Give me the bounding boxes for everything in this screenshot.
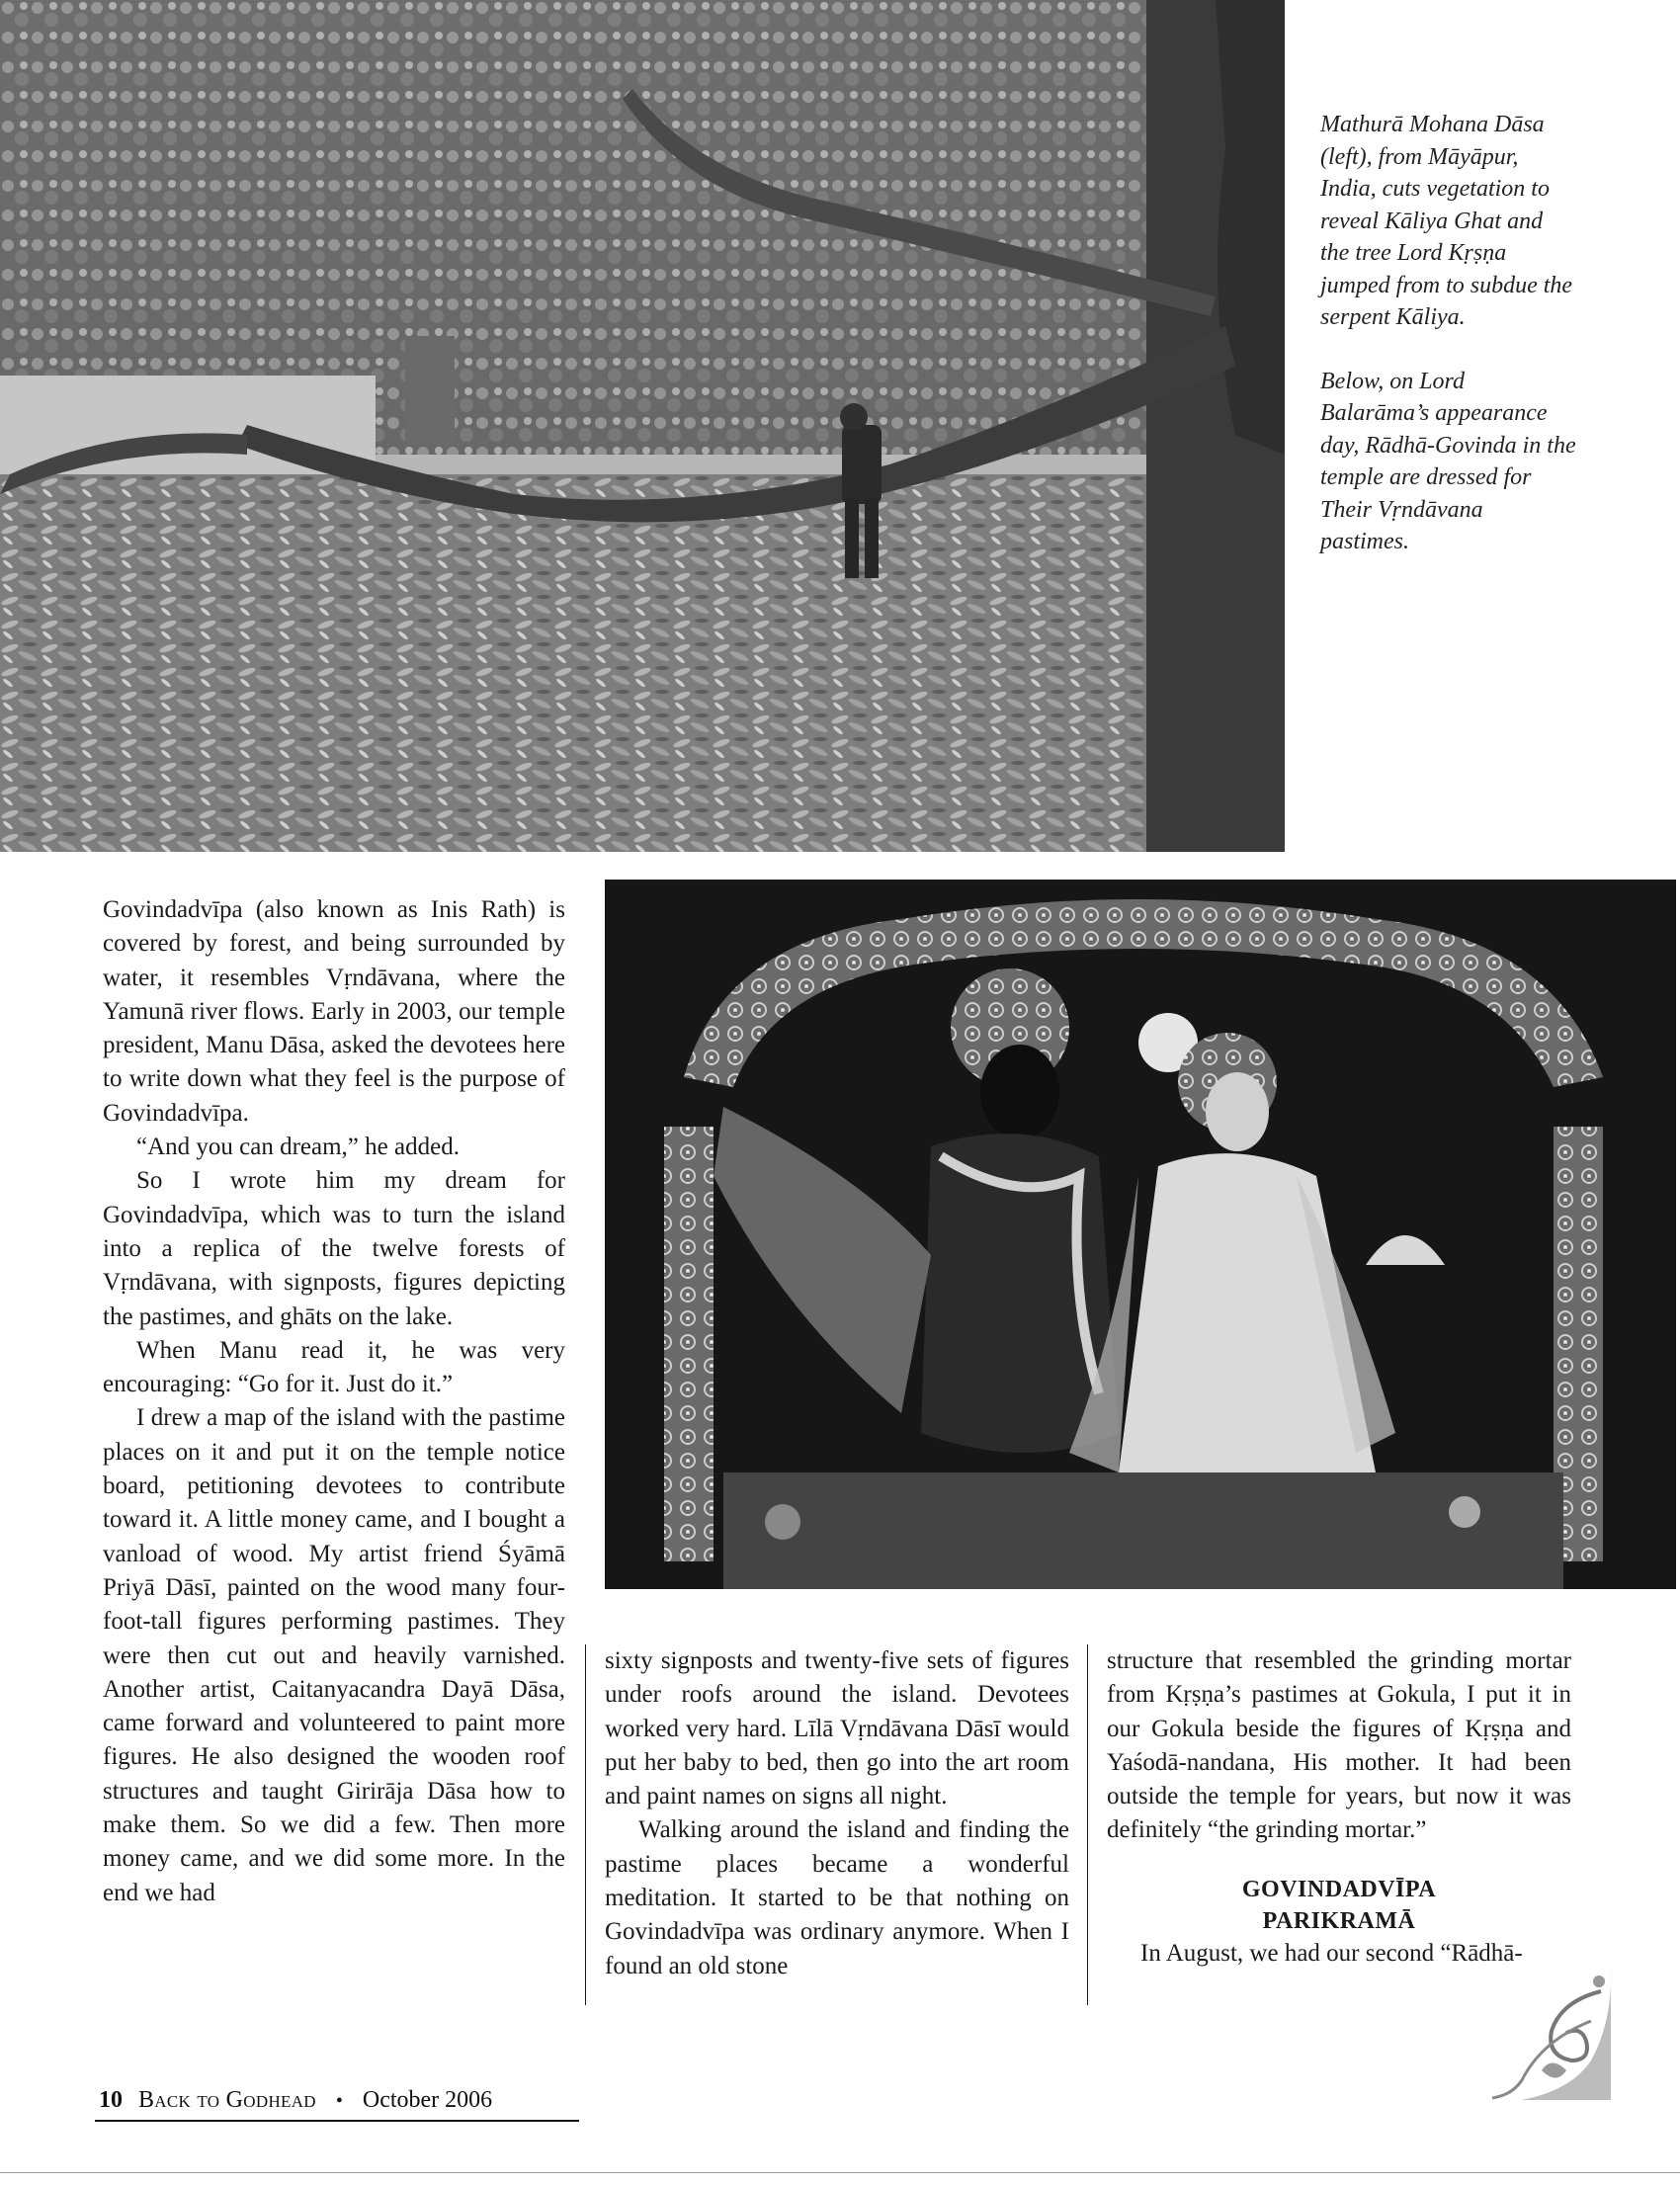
top-photo (0, 0, 1285, 852)
deity-photo-illustration (605, 880, 1676, 1589)
col2-paragraph-2: Walking around the island and finding the pastime places became a wonderful meditation. It started to be that nothing on Govindadvīpa was ordinary anymore. When I found an old stone (605, 1816, 1069, 1979)
magazine-title: Back to Godhead (138, 2087, 316, 2113)
col2-paragraph-1: sixty signposts and twenty-five sets of figures under roofs around the island. Devotees worked very hard. Līlā Vṛndāvana Dāsī would put her baby to bed, then go into the art room and paint names on signs all night. (605, 1647, 1069, 1810)
issue-date: October 2006 (362, 2087, 493, 2113)
col1-paragraph-2: “And you can dream,” he added. (136, 1134, 460, 1161)
article-column-3 (1107, 1644, 1571, 1971)
caption-top-photo: Mathurā Mohana Dāsa (left), from Māyāpur, India, cuts vegetation to reveal Kāliya Ghat and the tree Lord Kṛṣṇa jumped from to subdue the serpent Kāliya. (1320, 112, 1573, 330)
col1-paragraph-5: I drew a map of the island with the pastime places on it and put it on the temple notice board, petitioning devotees to contribute toward it. A little money came, and I bought a vanload of wood. My artist friend Śyāmā Priyā Dāsī, painted on the wood many four-foot-tall figures performing pastimes. They were then cut out and heavily varnished. Another artist, Caitanyacandra Dayā Dāsa, came forward and volunteered to paint more figures. He also designed the wooden roof structures and taught Girirāja Dāsa how to make them. So we did a few. Then more money came, and we did some more. In the end we had (103, 1404, 565, 1906)
col3-paragraph-1: structure that resembled the grinding mortar from Kṛṣṇa’s pastimes at Gokula, I put it in our Gokula beside the figures of Kṛṣṇa and Yaśodā-nandana, His mother. It had been outside the temple for years, but now it was definitely “the grinding mortar.” (1107, 1647, 1571, 1844)
article-column-2 (605, 1644, 1069, 1983)
subhead-line-2: PARIKRAMĀ (1262, 1907, 1416, 1934)
col3-paragraph-2: In August, we had our second “Rādhā- (1140, 1939, 1523, 1967)
col1-paragraph-4: When Manu read it, he was very encouraging: “Go for it. Just do it.” (103, 1336, 565, 1398)
page-footer (99, 2087, 492, 2114)
caption-deity-photo: Below, on Lord Balarāma’s appearance day, Rādhā-Govinda in the temple are dressed for Their Vṛndāvana pastimes. (1320, 368, 1576, 554)
col1-paragraph-3: So I wrote him my dream for Govindadvīpa, which was to turn the island into a replica of the twelve forests of Vṛndāvana, with signposts, figures depicting the pastimes, and ghāts on the lake. (103, 1167, 565, 1330)
section-subhead (1107, 1874, 1571, 1937)
page-number: 10 (99, 2087, 123, 2113)
floral-ornament-icon (1482, 1962, 1621, 2105)
article-column-1 (103, 893, 565, 1910)
column-divider (1087, 1644, 1088, 2005)
bullet-icon: • (335, 2090, 343, 2112)
column-divider (585, 1644, 586, 2005)
forest-photo-illustration (0, 0, 1285, 852)
subhead-line-1: GOVINDADVĪPA (1241, 1876, 1437, 1902)
col1-paragraph-1: Govindadvīpa (also known as Inis Rath) is covered by forest, and being surrounded by water, it resembles Vṛndāvana, where the Yamunā river flows. Early in 2003, our temple president, Manu Dāsa, asked the devotees here to write down what they feel is the purpose of Govindadvīpa. (103, 896, 565, 1127)
photo-caption (1320, 109, 1577, 590)
page-edge-rule (0, 2172, 1680, 2173)
deity-photo (605, 880, 1676, 1589)
footer-rule (95, 2120, 579, 2122)
